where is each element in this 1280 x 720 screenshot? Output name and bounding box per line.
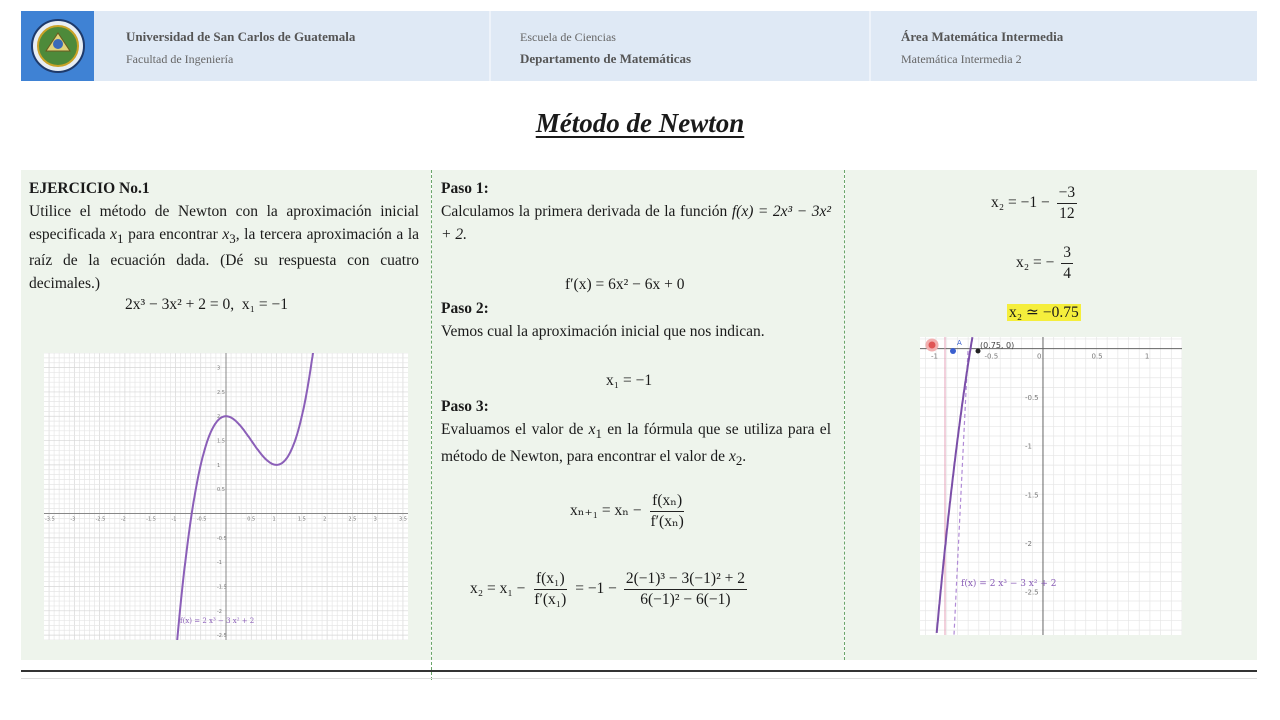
newton-formula: xₙ₊₁ = xₙ − $\frac{\text{f(xₙ)}}{\text{f′(xₙ)}}$	[570, 492, 684, 530]
x-tick-label: -1.5	[146, 516, 156, 523]
root-point-label: (0.75, 0)	[980, 341, 1015, 350]
initial-value: x₁ = −1	[606, 372, 653, 389]
course-name: Matemática Intermedia 2	[901, 52, 1022, 66]
x-tick-label: -0.5	[196, 516, 207, 523]
x-tick-label: 3.5	[398, 516, 407, 523]
derivative-formula: f′(x) = 6x² − 6x + 0	[565, 276, 685, 293]
seal-icon	[21, 11, 94, 81]
step3-title: Paso 3:	[441, 398, 489, 415]
function-graph	[44, 353, 408, 640]
university-name: Universidad de San Carlos de Guatemala	[126, 29, 356, 44]
y-tick-label: -2.5	[217, 633, 227, 640]
y-tick-label: 0.5	[217, 487, 225, 494]
y-tick-label: -1	[1024, 442, 1032, 451]
x-tick-label: 1	[272, 516, 276, 523]
y-tick-label: 2	[217, 414, 221, 421]
y-tick-label: 1	[217, 462, 221, 469]
function-label: f(x) = 2 x³ − 3 x² + 2	[180, 617, 255, 625]
point-a[interactable]	[950, 348, 956, 354]
step3-text: Evaluamos el valor de $x_1$ en la fórmula que se utiliza para el método de Newton, para encontrar el valor de $x_2$.	[441, 421, 831, 468]
school-name: Escuela de Ciencias	[520, 30, 616, 44]
faculty-name: Facultad de Ingeniería	[126, 52, 234, 66]
function-curve	[176, 353, 315, 640]
header-banner	[21, 11, 1257, 81]
header-separator	[489, 11, 491, 81]
y-tick-label: 3	[217, 365, 221, 372]
y-tick-label: -2	[1024, 539, 1032, 548]
x2-fraction-symbolic: $\frac{\text{f(x₁)}}{\text{f′(x₁)}}$	[534, 570, 567, 608]
x-tick-label: 1	[1144, 352, 1150, 361]
x-tick-label: 3	[373, 516, 377, 523]
university-logo	[21, 11, 94, 81]
exercise-heading: EJERCICIO No.1	[29, 180, 150, 197]
x-tick-label: -2.5	[95, 516, 106, 523]
step1-text: Calculamos la primera derivada de la función f(x) = 2x³ − 3x² + 2.	[441, 203, 831, 243]
y-tick-label: 1.5	[217, 438, 225, 445]
point-a-label: A	[957, 339, 962, 347]
x2-step-one-fraction: $\frac{-3}{12}$	[1058, 184, 1076, 222]
x2-step-two-fraction: $\frac{3}{4}$	[1063, 244, 1072, 282]
x-tick-label: 2	[323, 516, 327, 523]
x2-step-one: x₂ = −1 − $\frac{-3}{12}$	[991, 184, 1076, 222]
x2-fraction-numeric: $\frac{\text{2(−1)³ − 3(−1)² + 2}}{\text{6(−1)² − 6(−1)}}$	[625, 570, 745, 608]
x-tick-label: -1	[171, 516, 177, 523]
x2-step-two: x₂ = − $\frac{3}{4}$	[1016, 244, 1072, 282]
x-tick-label: -3	[70, 516, 76, 523]
column-divider	[844, 170, 845, 660]
x-tick-label: 0.5	[1091, 352, 1103, 361]
record-indicator	[927, 340, 937, 350]
x2-substitution: x₂ = x₁ − $\frac{\text{f(x₁)}}{\text{f′(x₁)}}$ = −1 − $\frac{\text{2(−1)³ − 3(−1)² + 2}}{\text{6(−1)² − 6(−1)}}$	[470, 570, 745, 608]
result-highlight: x₂ ≃ −0.75	[1009, 304, 1079, 321]
x-tick-label: 2.5	[348, 516, 357, 523]
function-label: f(x) = 2 x³ − 3 x² + 2	[961, 579, 1057, 589]
header-separator	[869, 11, 871, 81]
y-tick-label: -0.5	[217, 535, 227, 542]
tangent-line	[954, 351, 968, 635]
x-tick-label: -0.5	[984, 352, 999, 361]
x-tick-label: -2	[120, 516, 126, 523]
step1-title: Paso 1:	[441, 180, 489, 197]
x-tick-label: 0	[1036, 352, 1042, 361]
y-tick-label: -2	[217, 608, 222, 615]
exercise-equation: 2x³ − 3x² + 2 = 0, x₁ = −1	[125, 296, 289, 313]
exercise-prompt: Utilice el método de Newton con la aproximación inicial especificada $x_1$ para encontrar $x_3$, la tercera aproximación a la raíz de la ecuación dada. (Dé su respuesta con cuatro decimales.)	[29, 203, 419, 292]
step2-title: Paso 2:	[441, 300, 489, 317]
x2-result	[1007, 303, 1081, 322]
column-divider	[431, 170, 432, 680]
x-tick-label: -1	[931, 352, 939, 361]
y-tick-label: -1	[217, 560, 222, 567]
y-tick-label: -2.5	[1024, 588, 1039, 597]
y-tick-label: -1.5	[217, 584, 227, 591]
y-tick-label: -1.5	[1024, 491, 1039, 500]
x-tick-label: -3.5	[45, 516, 55, 523]
area-name: Área Matemática Intermedia	[901, 29, 1064, 44]
department-name: Departamento de Matemáticas	[520, 51, 692, 66]
zoomed-graph	[920, 337, 1182, 635]
y-tick-label: 2.5	[217, 389, 225, 396]
bottom-rule	[21, 670, 1257, 672]
y-tick-label: -0.5	[1024, 394, 1039, 403]
newton-fraction: $\frac{\text{f(xₙ)}}{\text{f′(xₙ)}}$	[650, 492, 684, 530]
x-tick-label: 0.5	[247, 516, 256, 523]
bottom-rule-light	[21, 678, 1257, 679]
x-tick-label: 1.5	[297, 516, 306, 523]
page-title: Método de Newton	[535, 108, 745, 138]
step2-text: Vemos cual la aproximación inicial que nos indican.	[441, 323, 765, 340]
